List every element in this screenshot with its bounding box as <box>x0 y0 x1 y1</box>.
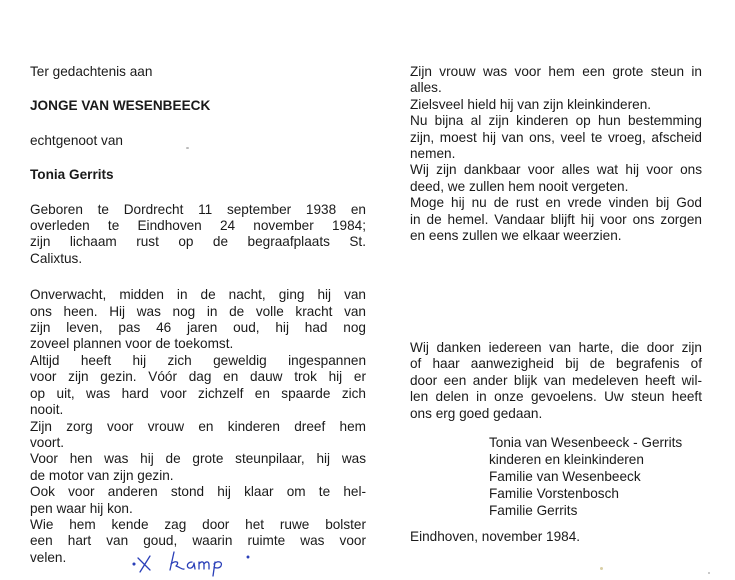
paper-speck <box>708 572 710 574</box>
spouse-label: echtgenoot van <box>30 132 123 148</box>
story-line: Voor hen was hij de grote steunpilaar, hij was <box>30 451 366 467</box>
thanks-line: len delen in onze gevoelens. Uw steun heeft <box>410 389 702 405</box>
story-line: op uit, was hard voor zichzelf en spaarde zich <box>30 385 366 401</box>
right-line: Nu bijna al zijn kinderen op hun bestemming <box>410 113 702 129</box>
right-line: Moge hij nu de rust en vrede vinden bij God <box>410 195 702 211</box>
story-line: de motor van zijn gezin. <box>30 467 174 483</box>
birth-line: Calixtus. <box>30 250 83 266</box>
right-line: en eens zullen we elkaar weerzien. <box>410 228 622 244</box>
thanks-line: door een ander blijk van medeleven heeft wil- <box>410 372 702 388</box>
paper-speck <box>600 567 603 570</box>
signer: Familie Vorstenbosch <box>489 486 619 501</box>
story-line: nooit. <box>30 402 64 418</box>
right-line: in de hemel. Vandaar blijft hij voor ons zorgen <box>410 211 702 227</box>
story-line: Altijd heeft hij zich geweldig ingespannen <box>30 352 366 368</box>
story-line: Ook voor anderen stond hij klaar om te hel- <box>30 484 366 500</box>
story-line: pen waar hij kon. <box>30 500 133 516</box>
handwritten-note <box>128 548 258 578</box>
right-line: zijn, moest hij van ons, veel te vroeg, afscheid <box>410 129 702 145</box>
thanks-line: ons erg goed gedaan. <box>410 405 543 421</box>
thanks-line: of haar aanwezigheid bij de begrafenis of <box>410 356 702 372</box>
place-date: Eindhoven, november 1984. <box>410 529 581 544</box>
right-line: deed, we zullen hem nooit vergeten. <box>410 178 629 194</box>
right-line: Wij zijn dankbaar voor alles wat hij voor ons <box>410 162 702 178</box>
spouse-name: Tonia Gerrits <box>30 167 114 183</box>
story-line: ons heen. Hij was nog in de volle kracht van <box>30 303 366 319</box>
story-paragraph <box>30 287 366 566</box>
right-line: Zijn vrouw was voor hem een grote steun in <box>410 64 702 79</box>
right-line: Zielsveel hield hij van zijn kleinkinderen. <box>410 96 652 112</box>
right-line: nemen. <box>410 146 456 162</box>
signer: kinderen en kleinkinderen <box>489 452 644 467</box>
story-line: een hart van goud, waarin ruimte was voor <box>30 533 366 549</box>
birth-line: overleden te Eindhoven 24 november 1984; <box>30 218 366 234</box>
story-line: Zijn zorg voor vrouw en kinderen dreef hem <box>30 418 366 434</box>
birth-paragraph <box>30 202 366 268</box>
left-column <box>30 64 366 566</box>
right-column <box>410 64 702 244</box>
story-line: voor zijn gezin. Vóór dag en dauw trok hij er <box>30 369 366 385</box>
story-line: zoveel plannen voor de toekomst. <box>30 336 234 352</box>
intro-text: Ter gedachtenis aan <box>30 64 153 79</box>
story-line: zijn leven, pas 46 jaren oud, hij had nog <box>30 320 366 336</box>
signer: Familie Gerrits <box>489 503 578 518</box>
thanks-line: Wij danken iedereen van harte, die door zijn <box>410 340 702 355</box>
story-line: Onverwacht, midden in de nacht, ging hij van <box>30 287 366 303</box>
deceased-name: JONGE VAN WESENBEECK <box>30 98 211 114</box>
birth-line: Geboren te Dordrecht 11 september 1938 en <box>30 201 366 217</box>
story-line: Wie hem kende zag door het ruwe bolster <box>30 516 366 532</box>
right-line: alles. <box>410 80 442 96</box>
signer: Familie van Wesenbeeck <box>489 469 641 484</box>
thanks-paragraph <box>410 340 702 422</box>
story-line: voort. <box>30 434 64 450</box>
birth-line: zijn lichaam rust op de begraafplaats St. <box>30 234 366 250</box>
signers-list <box>489 434 682 519</box>
signer: Tonia van Wesenbeeck - Gerrits <box>489 435 683 450</box>
paper-speck <box>186 147 189 149</box>
story-line: velen. <box>30 549 67 565</box>
